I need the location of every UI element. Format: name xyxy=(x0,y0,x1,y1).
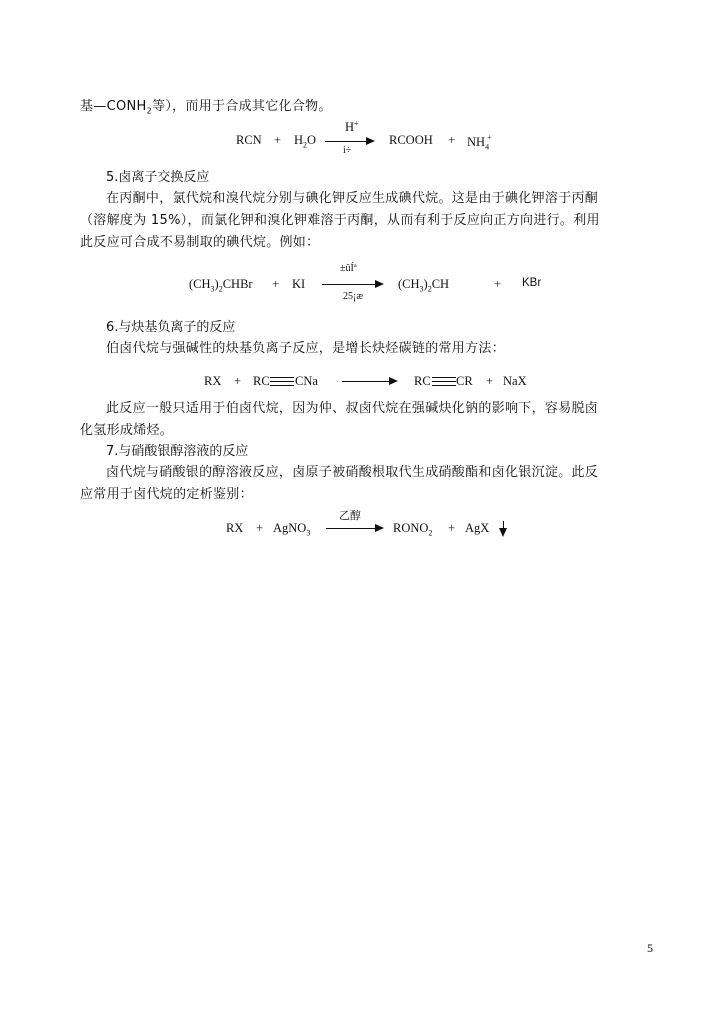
eq4-rx: RX xyxy=(226,521,244,535)
eq3-rx: RX xyxy=(204,374,222,388)
equation-halide-exchange: $(CH_3)_2CHBr$ + KI ±ûÍª 25¡æ $(CH_3)_2CH$ + KBr xyxy=(189,263,542,302)
section-6-note-line1: 此反应一般只适用于伯卤代烷，因为仲、叔卤代烷在强碱炔化钠的影响下，容易脱卤 xyxy=(106,401,599,416)
section-5-title: 5.卤离子交换反应 xyxy=(106,170,210,185)
section-5-line2: （溶解度为 15%），而氯化钾和溴化钾难溶于丙酮，从而有利于反应向正方向进行。利用 xyxy=(80,213,600,228)
eq3-nax: NaX xyxy=(503,374,527,388)
section-5-line3: 此反应可合成不易制取的碘代烷。例如： xyxy=(80,235,320,250)
equation-silver-nitrate: RX + AgNO$_3$ 乙醇 $RONO_2$ + AgX xyxy=(0,0,725,545)
eq2-reactant: $(CH_3)_2CHBr$ xyxy=(189,277,253,294)
eq1-water: $H_2O$ xyxy=(294,133,317,150)
eq2-product: $(CH_3)_2CH$ xyxy=(398,277,450,294)
eq4-silver-nitrate: AgNO$_3$ xyxy=(273,521,311,538)
equation-alkynide: RX + RC CNa RC CR + NaX xyxy=(204,374,527,388)
eq4-silver-halide: AgX xyxy=(465,521,490,535)
section-7-title: 7.与硝酸银醇溶液的反应 xyxy=(106,444,249,459)
precipitate-arrow-icon xyxy=(503,521,504,534)
eq4-arrow xyxy=(326,528,382,529)
eq4-solvent: 乙醇 xyxy=(339,509,361,522)
eq2-ki: KI xyxy=(292,277,306,291)
eq1-reactant: RCN xyxy=(236,133,262,147)
eq1-catalyst: H+ xyxy=(345,119,359,135)
equation-hydrolysis: RCN + $H_2O$ H+ i÷ RCOOH + $NH_4^+$ xyxy=(236,119,492,156)
eq1-ammonium: $NH_4^+$ xyxy=(467,133,492,152)
eq3-sodium-acetylide: CNa xyxy=(295,374,318,388)
eq2-kbr: KBr xyxy=(522,277,542,289)
eq4-nitrate-ester: $RONO_2$ xyxy=(393,521,433,538)
page-number: 5 xyxy=(647,941,653,955)
section-6-note-line2: 化氢形成烯烃。 xyxy=(80,423,174,438)
section-5-line1: 在丙酮中，氯代烷和溴代烷分别与碘化钾反应生成碘代烷。这是由于碘化钾溶于丙酮 xyxy=(106,191,599,206)
eq2-temperature: 25¡æ xyxy=(343,291,363,302)
section-6-title: 6.与炔基负离子的反应 xyxy=(106,320,236,335)
section-6-line1: 伯卤代烷与强碱性的炔基负离子反应，是增长炔烃碳链的常用方法： xyxy=(106,341,506,356)
eq1-product: RCOOH xyxy=(389,133,433,147)
section-7-line2: 应常用于卤代烷的定析鉴别： xyxy=(80,487,253,502)
eq2-solvent: ±ûÍª xyxy=(340,263,357,274)
section-7-line1: 卤代烷与硝酸银的醇溶液反应，卤原子被硝酸根取代生成硝酸酯和卤化银沉淀。此反 xyxy=(106,465,599,480)
intro-line: 基$—CONH_2$等），而用于合成其它化合物。 xyxy=(80,99,332,116)
